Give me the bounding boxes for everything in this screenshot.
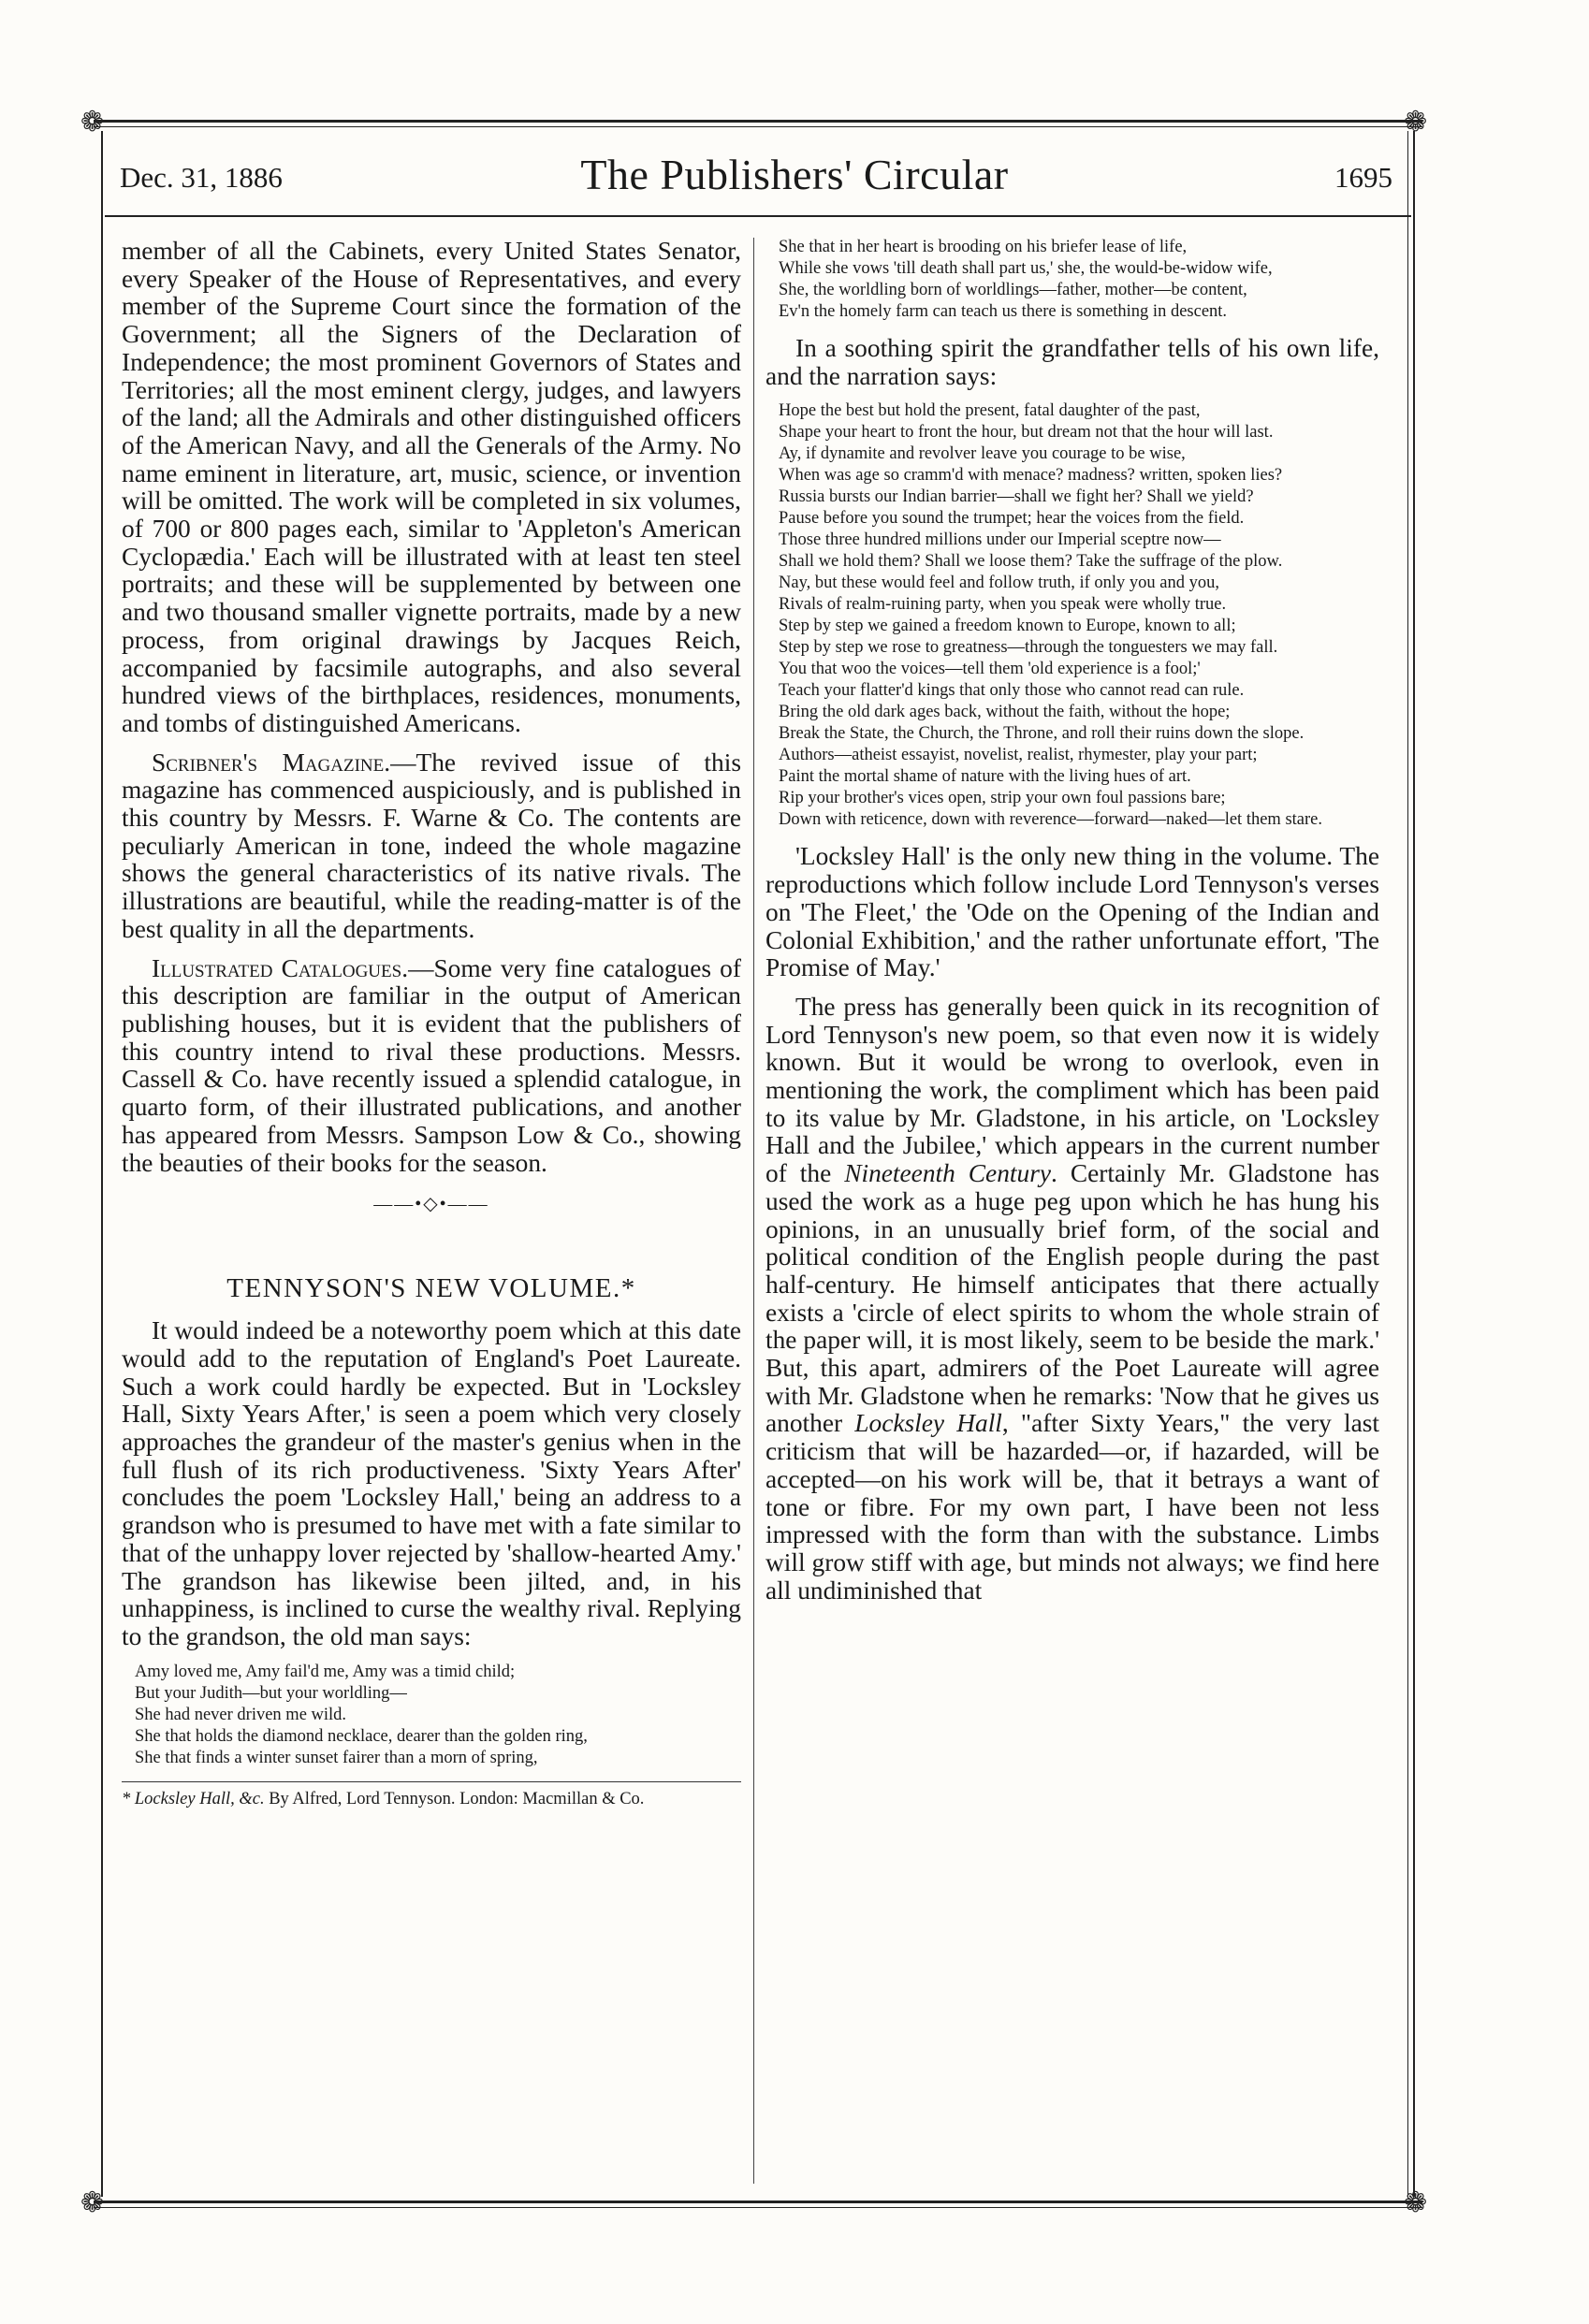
- corner-ornament-icon: ❁: [1404, 2186, 1428, 2219]
- bottom-double-rule: [94, 2201, 1422, 2203]
- left-column: [122, 238, 741, 1809]
- poem-line: Pause before you sound the trumpet; hear the voices from the field.: [779, 509, 1245, 529]
- poem-line: Break the State, the Church, the Throne, and roll their ruins down the slope.: [779, 724, 1305, 744]
- press-text-part: , "after Sixty Years," the very last criticism that will be hazarded—or, if hazarded, will be accepted—on his work will be, that it betrays a want of tone or fibre. For my own part, I have been not less impressed with the form than with the substance. Limbs will grow stiff with age, but minds not always; we find here all undiminished that: [765, 1409, 1380, 1605]
- footnote-title: * Locksley Hall, &c.: [122, 1789, 265, 1808]
- corner-ornament-icon: ❁: [80, 106, 105, 138]
- footnote-text: By Alfred, Lord Tennyson. London: Macmillan & Co.: [264, 1789, 645, 1808]
- poem-line: Authors—atheist essayist, novelist, realist, rhymester, play your part;: [779, 746, 1258, 765]
- left-border: [101, 131, 103, 2197]
- poem-line: Russia bursts our Indian barrier—shall we fight her? Shall we yield?: [779, 487, 1254, 507]
- poem-line: Shape your heart to front the hour, but dream not that the hour will last.: [779, 423, 1274, 443]
- poem-line: Rivals of realm-ruining party, when you speak were wholly true.: [779, 595, 1227, 615]
- poem-excerpt-amy: [122, 1663, 741, 1768]
- section-title: TENNYSON'S NEW VOLUME.*: [226, 1273, 636, 1304]
- top-double-rule: [94, 120, 1422, 123]
- header-underline: [105, 215, 1411, 217]
- footnote-rule: [122, 1781, 741, 1782]
- poem-line: When was age so cramm'd with menace? madness? written, spoken lies?: [779, 466, 1283, 486]
- periodical-title: Nineteenth Century: [844, 1159, 1052, 1188]
- poem-line: She that in her heart is brooding on his briefer lease of life,: [779, 238, 1188, 256]
- poem-line: Paint the mortal shame of nature with the living hues of art.: [779, 767, 1191, 787]
- poem-line: She that finds a winter sunset fairer than a morn of spring,: [135, 1748, 538, 1767]
- press-paragraph: [765, 994, 1379, 1605]
- soothing-paragraph: In a soothing spirit the grandfather tells of his own life, and the narration says:: [765, 334, 1379, 390]
- poem-line: Teach your flatter'd kings that only those who cannot read can rule.: [779, 681, 1245, 701]
- issue-date: Dec. 31, 1886: [120, 161, 283, 194]
- scribner-paragraph: [122, 749, 741, 944]
- poem-line: But your Judith—but your worldling—: [135, 1683, 407, 1703]
- poem-line: Step by step we rose to greatness—through the tonguesters we may fall.: [779, 638, 1278, 658]
- poem-line: Bring the old dark ages back, without the faith, without the hope;: [779, 703, 1231, 722]
- poem-line: Those three hundred millions under our Imperial sceptre now—: [779, 530, 1221, 550]
- poem-line: Shall we hold them? Shall we loose them? Take the suffrage of the plow.: [779, 552, 1283, 572]
- poem-line: While she vows 'till death shall part us,' she, the would-be-widow wife,: [779, 259, 1273, 278]
- poem-line: Down with reticence, down with reverence—forward—naked—let them stare.: [779, 810, 1322, 830]
- cyclopaedia-paragraph: member of all the Cabinets, every United States Senator, every Speaker of the House of Representatives, and every member of the Supreme Court since the formation of the Government; all the Signers of the Declaration of Independence; the most prominent Governors of States and Territories; all the most eminent clergy, judges, and lawyers of the land; all the Admirals and other distinguished officers of the American Navy, and all the Generals of the Army. No name eminent in literature, art, music, science, or invention will be omitted. The work will be completed in six volumes, of 700 or 800 pages each, similar to 'Appleton's American Cyclopædia.' Each will be illustrated with at least ten steel portraits; and these will be supplemented by between one and two thousand smaller vignette portraits, made by a new process, from original drawings by Jacques Reich, accompanied by facsimile autographs, and also several hundred views of the birthplaces, residences, monuments, and tombs of distinguished Americans.: [122, 237, 741, 737]
- poem-title: Locksley Hall: [854, 1409, 1002, 1438]
- scribner-heading: Scribner's Magazine.: [152, 748, 391, 777]
- poem-line: She, the worldling born of worldlings—father, mother—be content,: [779, 281, 1247, 299]
- corner-ornament-icon: ❁: [1404, 106, 1428, 138]
- journal-title: The Publishers' Circular: [580, 151, 1009, 198]
- catalogues-heading: Illustrated Catalogues.: [152, 953, 409, 982]
- poem-excerpt-judith: [765, 238, 1379, 322]
- poem-line: Ay, if dynamite and revolver leave you courage to be wise,: [779, 444, 1186, 464]
- page-number: 1695: [1334, 161, 1392, 194]
- catalogues-text: —Some very fine catalogues of this description are familiar in the output of American publishing houses, but it is evident that the publishers of this country intend to rival these productions. Messrs. Cassell & Co. have recently issued a splendid catalogue, in quarto form, of their illustrated publications, and another has appeared from Messrs. Sampson Low & Co., showing the beauties of their books for the season.: [122, 953, 741, 1177]
- tennyson-paragraph: It would indeed be a noteworthy poem which at this date would add to the reputation of England's Poet Laureate. Such a work could hardly be expected. But in 'Locksley Hall, Sixty Years After,' is seen a poem which very closely approaches the grandeur of the master's genius when in the full flush of its rich productiveness. 'Sixty Years After' concludes the poem 'Locksley Hall,' being an address to a grandson who is presumed to have met with a fate similar to that of the unhappy lover rejected by 'shallow-hearted Amy.' The grandson has likewise been jilted, and, in his unhappiness, is inclined to curse the wealthy rival. Replying to the grandson, the old man says:: [122, 1316, 741, 1650]
- bottom-double-rule-inner: [94, 2207, 1422, 2208]
- poem-line: Amy loved me, Amy fail'd me, Amy was a timid child;: [135, 1662, 516, 1681]
- right-border-inner: [1407, 131, 1408, 2197]
- catalogues-paragraph: [122, 955, 741, 1178]
- poem-line: Ev'n the homely farm can teach us there is something in descent.: [779, 302, 1228, 321]
- footnote: [122, 1790, 741, 1809]
- locksley-paragraph: 'Locksley Hall' is the only new thing in the volume. The reproductions which follow include Lord Tennyson's verses on 'The Fleet,' the 'Ode on the Opening of the Indian and Colonial Exhibition,' and the rather unfortunate effort, 'The Promise of May.': [765, 842, 1379, 982]
- column-divider: [753, 238, 754, 2184]
- press-text-part: . Certainly Mr. Gladstone has used the work as a huge peg upon which he has hung his opinions, in an unusually brief form, of the social and political condition of the English people during the past half-century. He himself anticipates that there actually exists a 'circle of elect spirits to whom the whole strain of the paper will, it is most likely, seem to be beside the mark.' But, this apart, admirers of the Poet Laureate will agree with Mr. Gladstone when he remarks: 'Now that he gives us another: [765, 1159, 1379, 1438]
- poem-line: She had never driven me wild.: [135, 1705, 347, 1724]
- poem-line: Rip your brother's vices open, strip your own foul passions bare;: [779, 789, 1226, 808]
- poem-line: You that woo the voices—tell them 'old experience is a fool;': [779, 660, 1201, 679]
- corner-ornament-icon: ❁: [80, 2186, 105, 2219]
- poem-line: Nay, but these would feel and follow truth, if only you and you,: [779, 574, 1219, 593]
- top-double-rule-inner: [94, 126, 1422, 127]
- scribner-text: —The revived issue of this magazine has commenced auspiciously, and is published in this country by Messrs. F. Warne & Co. The contents are peculiarly American in tone, indeed the whole magazine shows the general characteristics of its native rivals. The illustrations are beautiful, while the reading-matter is of the best quality in all the departments.: [122, 748, 741, 943]
- poem-excerpt-narration: [765, 401, 1379, 830]
- poem-line: Hope the best but hold the present, fatal daughter of the past,: [779, 401, 1201, 421]
- right-column: [765, 238, 1379, 1616]
- section-divider-ornament: ——•◇•——: [373, 1194, 489, 1215]
- poem-line: Step by step we gained a freedom known to Europe, known to all;: [779, 617, 1236, 636]
- right-border: [1413, 131, 1415, 2197]
- poem-line: She that holds the diamond necklace, dearer than the golden ring,: [135, 1726, 588, 1746]
- press-text-part: The press has generally been quick in its recognition of Lord Tennyson's new poem, so that even now it is widely known. But it would be wrong to overlook, even in mentioning the work, the compliment which has been paid to its value by Mr. Gladstone, in his article, on 'Locksley Hall and the Jubilee,' which appears in the current number of the: [765, 992, 1379, 1188]
